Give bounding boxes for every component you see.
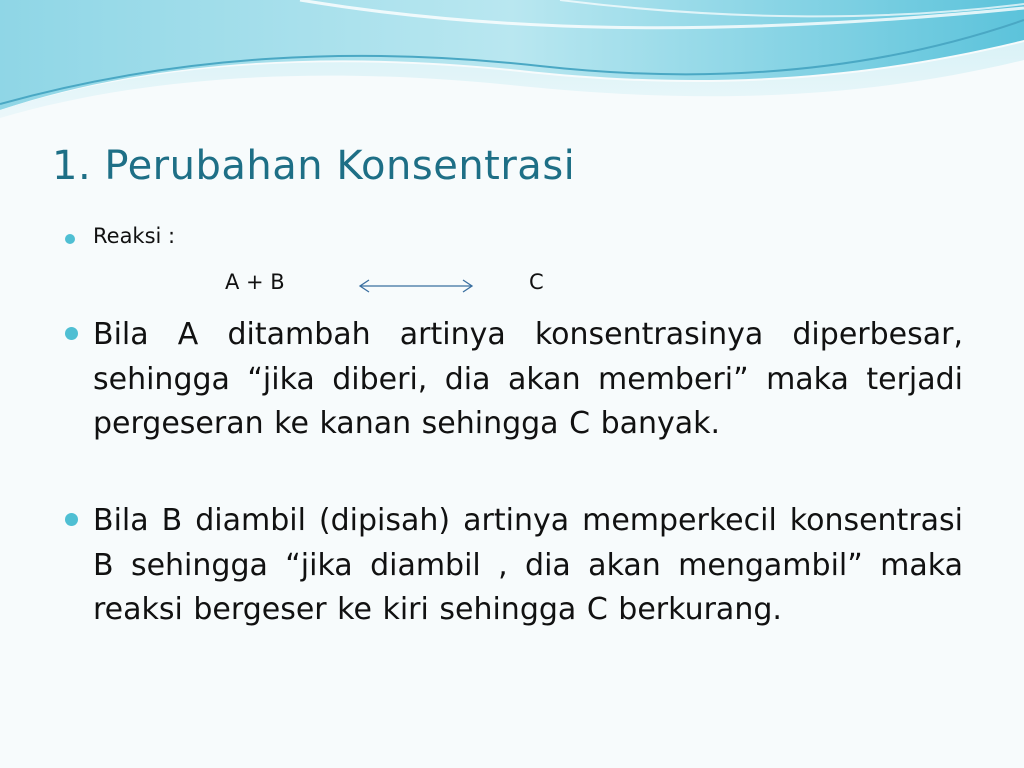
paragraph-remove-b: Bila B diambil (dipisah) artinya memperkecil konsentrasi B sehingga “jika diambil , dia akan mengambil” maka reaksi bergeser ke kiri sehingga C berkurang. [93,503,963,627]
reaction-label: Reaksi : [93,224,176,248]
paragraph-add-a: Bila A ditambah artinya konsentrasinya diperbesar, sehingga “jika diberi, dia akan memberi” maka terjadi pergeseran ke kanan sehingga C banyak. [93,317,963,441]
slide-title: 1. Perubahan Konsentrasi [52,143,576,189]
double-arrow-icon [358,279,474,293]
bullet-icon [65,234,75,244]
bullet-icon [65,327,78,340]
equation-reactants: A + B [225,270,285,294]
equation-product: C [529,270,544,294]
header-wave-decoration [0,0,1024,130]
bullet-icon [65,513,78,526]
